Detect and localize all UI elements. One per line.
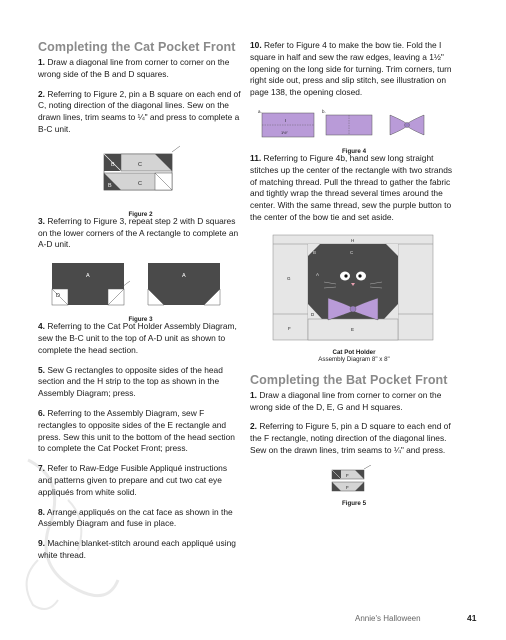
- assembly-caption: Cat Pot Holder: [332, 348, 376, 356]
- fig4-piece-label: I: [285, 117, 287, 123]
- bat-section-title: Completing the Bat Pocket Front: [250, 372, 448, 387]
- assembly-label-c: C: [350, 249, 354, 255]
- figure-3: [38, 259, 243, 324]
- assembly-diagram: [250, 232, 458, 367]
- assembly-label-a: A: [316, 271, 320, 277]
- step-7: 7. Refer to Raw-Edge Fusible Appliqué instructions and patterns given to prepare and cut two cat eye appliqués from white solid.: [38, 463, 228, 497]
- step-6: 6. Referring to the Assembly Diagram, sew F rectangles to opposite sides of the E rectangle and press. Sew this unit to the bottom of the head section to complete the Cat Pocket Front; press.: [38, 407, 235, 454]
- page-number: 41: [467, 613, 477, 623]
- step-10: 10. Refer to Figure 4 to make the bow tie. Fold the I square in half and sew the raw edges, leaving a 1½" opening on the long side for turning. Trim corners, turn right side out, press and slip stitch, see illustration on page 138, the opening closed.: [250, 40, 452, 98]
- step-11: 11. Referring to Figure 4b, hand sew long straight stitches up the center of the rectangle with two strands of matching thread. Pull the thread to gather the fabric and tightly wrap the thread several times around the center. With the same thread, sew the purple button to the center of the bow tie and set aside.: [250, 152, 453, 222]
- figure-5-caption: Figure 5: [341, 499, 367, 507]
- fig3-label-a: A: [86, 273, 90, 280]
- fig3-label-a2: A: [182, 273, 186, 280]
- fig2-label-b2: B: [108, 182, 112, 189]
- step-3: 3. Referring to Figure 3, repeat step 2 with D squares on the lower corners of the A rectangle to complete an A-D unit.: [38, 215, 239, 250]
- step-9: 9. Machine blanket-stitch around each appliqué using white thread.: [38, 538, 236, 560]
- assembly-label-e: E: [351, 326, 355, 332]
- step-5: 5. Sew G rectangles to opposite sides of the head section and the H strip to the top as shown in the Assembly Diagram; press.: [38, 364, 223, 399]
- figure-2: [38, 144, 243, 216]
- figure-5: [250, 465, 458, 507]
- assembly-label-g: G: [287, 275, 291, 281]
- fig5-label-f2: F: [346, 484, 349, 490]
- assembly-subcaption: Assembly Diagram 8" x 8": [318, 355, 390, 363]
- fig2-label-c: C: [138, 161, 142, 168]
- script-watermark: [8, 440, 138, 620]
- fig3-label-d: D: [56, 293, 60, 300]
- figure-2-caption: Figure 2: [128, 210, 153, 218]
- assembly-label-h: H: [351, 237, 355, 243]
- assembly-label-f: F: [288, 325, 291, 331]
- figure-4: [250, 107, 458, 153]
- footer-title: Annie's Halloween: [355, 614, 421, 623]
- bat-step-2: 2. Referring to Figure 5, pin a D square to each end of the F rectangle, noting direction of the diagonal lines. Sew on the drawn lines, trim seams to ¼" and press.: [250, 421, 451, 455]
- fig4-opening-label: 1½": [281, 129, 288, 135]
- assembly-label-d: D: [311, 311, 315, 317]
- step-4: 4. Referring to the Cat Pot Holder Assembly Diagram, sew the B-C unit to the top of A-D unit as shown to complete the head section.: [38, 321, 237, 355]
- figure-4-caption: Figure 4: [341, 147, 367, 155]
- cat-section-title: Completing the Cat Pocket Front: [38, 40, 236, 54]
- fig4-label-a: a.: [258, 108, 262, 114]
- step-2: 2. Referring to Figure 2, pin a B square on each end of C, noting direction of the diagonal lines. Sew on the drawn lines, trim seams to ¼" and press to complete a B-C unit.: [38, 88, 241, 134]
- fig5-label-f: F: [346, 472, 349, 478]
- step-1: 1. Draw a diagonal line from corner to corner on the wrong side of the B and D squares.: [38, 57, 230, 79]
- fig4-label-b: b.: [322, 108, 326, 114]
- bat-step-1: 1. Draw a diagonal line from corner to corner on the wrong side of the D, E, G and H squares.: [250, 389, 442, 412]
- fig2-label-c2: C: [138, 180, 142, 187]
- figure-3-caption: Figure 3: [128, 316, 153, 324]
- right-column: [250, 40, 458, 507]
- step-8: 8. Arrange appliqués on the cat face as shown in the Assembly Diagram and fuse in place.: [38, 506, 233, 529]
- assembly-label-b: B: [313, 249, 317, 255]
- fig2-label-b: B: [111, 161, 115, 168]
